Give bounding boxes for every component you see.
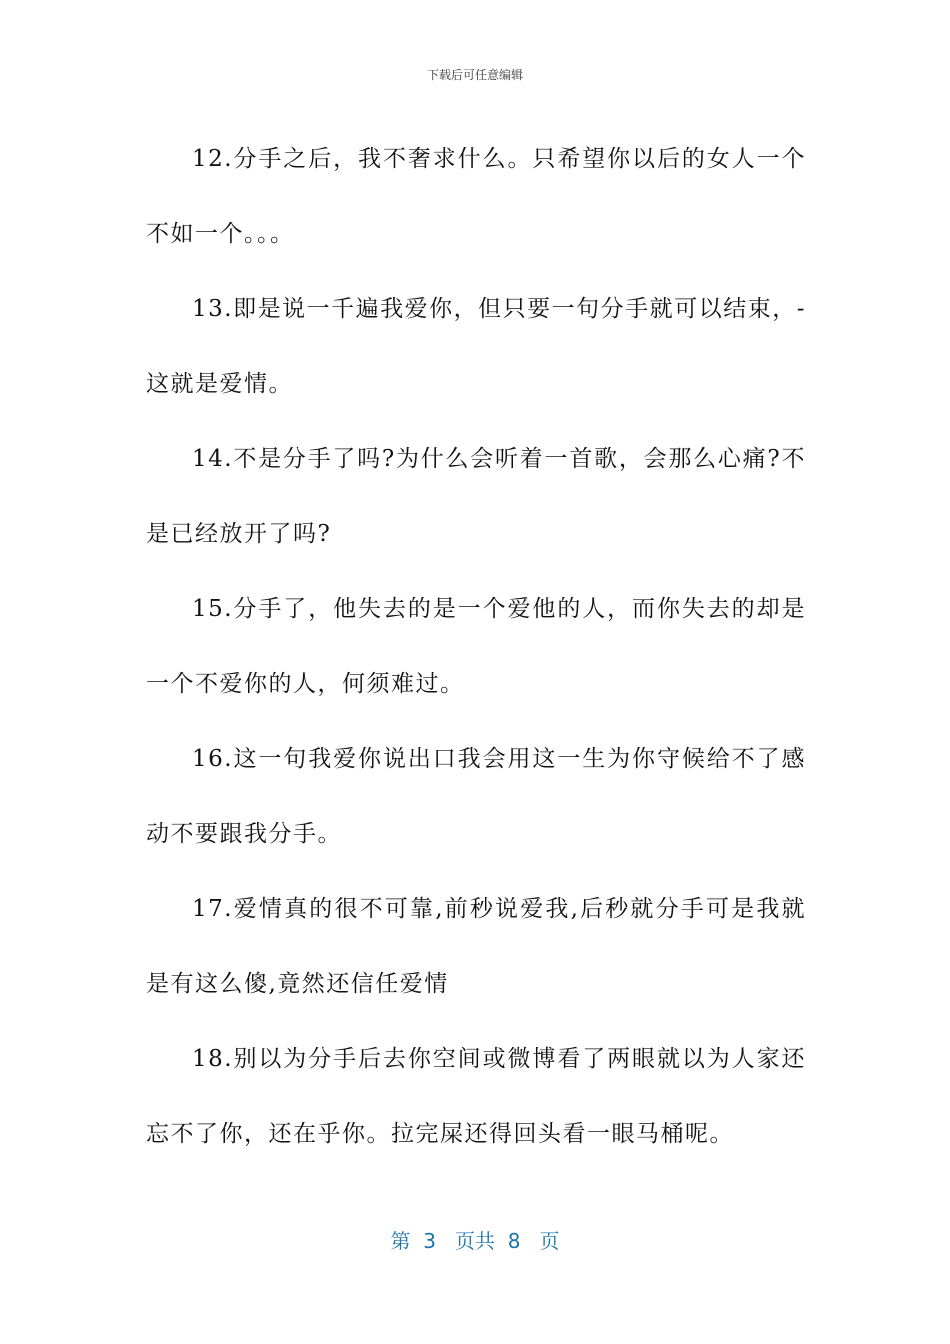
document-body <box>146 122 806 1172</box>
footer-current-page: 3 <box>423 1229 436 1253</box>
footer-suffix: 页 <box>539 1229 560 1253</box>
paragraph-15: 15.分手了，他失去的是一个爱他的人，而你失去的却是一个不爱你的人，何须难过。 <box>146 596 806 697</box>
footer-prefix: 第 <box>390 1229 411 1253</box>
footer-total-pages: 8 <box>507 1229 521 1253</box>
paragraph-14: 14.不是分手了吗?为什么会听着一首歌，会那么心痛?不是已经放开了吗? <box>146 446 806 547</box>
paragraph-16: 16.这一句我爱你说出口我会用这一生为你守候给不了感动不要跟我分手。 <box>146 746 806 847</box>
paragraph-12: 12.分手之后，我不奢求什么。只希望你以后的女人一个不如一个。。。 <box>146 146 806 247</box>
paragraph-17: 17.爱情真的很不可靠,前秒说爱我,后秒就分手可是我就是有这么傻,竟然还信任爱情 <box>146 896 806 997</box>
page-footer <box>0 1225 950 1254</box>
footer-middle: 页共 <box>455 1229 495 1253</box>
page-header: 下载后可任意编辑 <box>426 68 523 82</box>
paragraph-18: 18.别以为分手后去你空间或微博看了两眼就以为人家还忘不了你，还在乎你。拉完屎还得回头看一眼马桶呢。 <box>146 1046 806 1147</box>
paragraph-13: 13.即是说一千遍我爱你，但只要一句分手就可以结束，-这就是爱情。 <box>146 296 806 397</box>
